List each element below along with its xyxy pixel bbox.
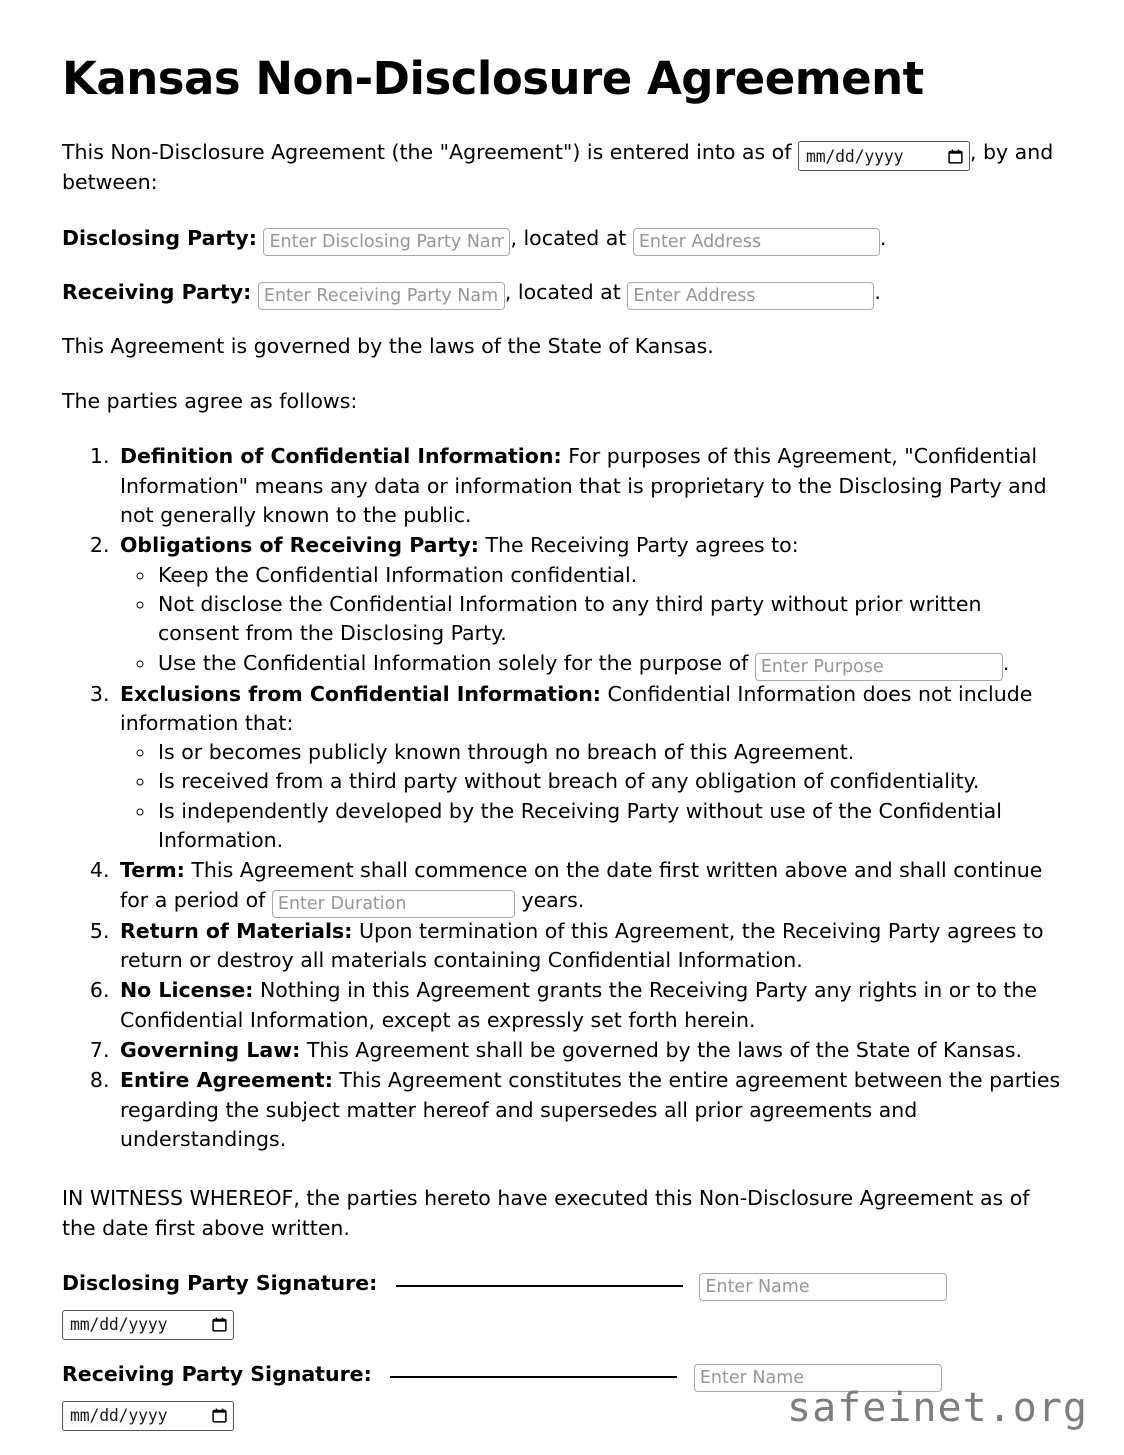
receiving-signature-date-placeholder: mm/dd/yyyy [70, 1406, 168, 1426]
disclosing-signature-date-placeholder: mm/dd/yyyy [70, 1315, 168, 1335]
witness-paragraph: IN WITNESS WHEREOF, the parties hereto have executed this Non-Disclosure Agreement as of the date first above written. [62, 1186, 1030, 1240]
exclusion-third-party: ◦ Is received from a third party without breach of any obligation of confidentiality. [156, 767, 1062, 796]
term-item-definition [116, 442, 1062, 530]
obligations-sublist [120, 561, 1062, 679]
exclusions-sublist [120, 738, 1062, 855]
calendar-icon [212, 1317, 227, 1332]
receiving-party-row [62, 278, 1062, 308]
term-item-return-materials [116, 917, 1062, 976]
agreement-date-placeholder: mm/dd/yyyy [805, 146, 904, 166]
intro-text-after-date: , by and between: [62, 139, 1054, 195]
term-item-obligations [116, 531, 1062, 678]
obligation-purpose [156, 649, 1062, 679]
obligation-keep-confidential: ◦ Keep the Confidential Information confidential. [156, 561, 1062, 590]
calendar-icon [212, 1408, 227, 1423]
agreement-date-input[interactable] [798, 141, 970, 171]
receiving-located-at: , located at [504, 279, 621, 304]
exclusion-publicly-known: ◦ Is or becomes publicly known through no breach of this Agreement. [156, 738, 1062, 767]
term-1-body: For purposes of this Agreement, "Confidential Information" means any data or information that is proprietary to the Disclosing Party and not generally known to the public. [120, 444, 1047, 527]
term-item-entire-agreement [116, 1066, 1062, 1154]
calendar-icon [948, 149, 963, 164]
obligation-purpose-period: . [1002, 650, 1010, 675]
duration-input[interactable] [272, 890, 515, 918]
term-4-lead: Term: [120, 858, 185, 883]
term-7-lead: Governing Law: [120, 1037, 301, 1062]
disclosing-located-at: , located at [510, 225, 627, 250]
term-item-term [116, 856, 1062, 915]
receiving-party-name-input[interactable] [258, 282, 505, 310]
obligation-purpose-text: Use the Confidential Information solely for the purpose of [158, 650, 749, 675]
exclusion-independent-development: ◦ Is independently developed by the Receiving Party without use of the Confidential Information. [156, 797, 1062, 856]
intro-paragraph [62, 138, 1062, 198]
term-8-lead: Entire Agreement: [120, 1068, 333, 1093]
term-item-governing-law [116, 1036, 1062, 1065]
disclosing-party-name-input[interactable] [263, 228, 510, 256]
term-item-no-license [116, 976, 1062, 1035]
agree-intro-paragraph: The parties agree as follows: [62, 389, 358, 414]
disclosing-signature-line [396, 1271, 683, 1287]
receiving-signature-line [390, 1362, 677, 1378]
disclosing-signature-label: Disclosing Party Signature: [62, 1270, 378, 1295]
term-6-lead: No License: [120, 978, 254, 1003]
receiving-signature-label: Receiving Party Signature: [62, 1361, 372, 1386]
term-4-body-after: years. [521, 887, 585, 912]
receiving-party-address-input[interactable] [627, 282, 874, 310]
term-8-body: This Agreement constitutes the entire agreement between the parties regarding the subject matter hereof and supersedes all prior agreements and understandings. [120, 1068, 1061, 1151]
disclosing-signature-date-input[interactable] [62, 1310, 234, 1340]
disclosing-party-label: Disclosing Party: [62, 225, 257, 250]
purpose-input[interactable] [755, 653, 1003, 681]
term-1-lead: Definition of Confidential Information: [120, 444, 562, 469]
receiving-party-label: Receiving Party: [62, 279, 252, 304]
term-2-lead: Obligations of Receiving Party: [120, 533, 479, 558]
intro-text-before-date: This Non-Disclosure Agreement (the "Agreement") is entered into as of [62, 139, 792, 164]
disclosing-signature-date-row [62, 1307, 1062, 1337]
term-4-body-before: This Agreement shall commence on the date first written above and shall continue for a period of [120, 858, 1043, 912]
site-watermark: safeinet.org [787, 1385, 1088, 1431]
term-6-body: Nothing in this Agreement grants the Receiving Party any rights in or to the Confidential Information, except as expressly set forth herein. [120, 978, 1037, 1032]
disclosing-signature-row [62, 1269, 1062, 1299]
governing-law-paragraph: This Agreement is governed by the laws of the State of Kansas. [62, 333, 714, 358]
term-7-body: This Agreement shall be governed by the laws of the State of Kansas. [306, 1037, 1023, 1062]
receiving-signature-date-input[interactable] [62, 1401, 234, 1431]
page-title: Kansas Non-Disclosure Agreement [62, 52, 924, 105]
disclosing-signature-block [62, 1269, 1062, 1337]
receiving-period: . [874, 279, 881, 304]
obligation-no-disclosure: ◦ Not disclose the Confidential Information to any third party without prior written consent from the Disclosing Party. [156, 590, 1062, 649]
disclosing-party-address-input[interactable] [633, 228, 880, 256]
term-2-body: The Receiving Party agrees to: [485, 533, 799, 558]
term-5-lead: Return of Materials: [120, 918, 353, 943]
term-5-body: Upon termination of this Agreement, the Receiving Party agrees to return or destroy all materials containing Confidential Information. [120, 918, 1044, 973]
disclosing-period: . [879, 225, 887, 250]
term-3-lead: Exclusions from Confidential Information: [120, 681, 601, 706]
term-item-exclusions [116, 680, 1062, 856]
disclosing-signature-name-input[interactable] [699, 1273, 947, 1301]
disclosing-party-row [62, 224, 1062, 254]
term-3-body: Confidential Information does not include information that: [120, 681, 1033, 735]
terms-list [62, 442, 1062, 1154]
